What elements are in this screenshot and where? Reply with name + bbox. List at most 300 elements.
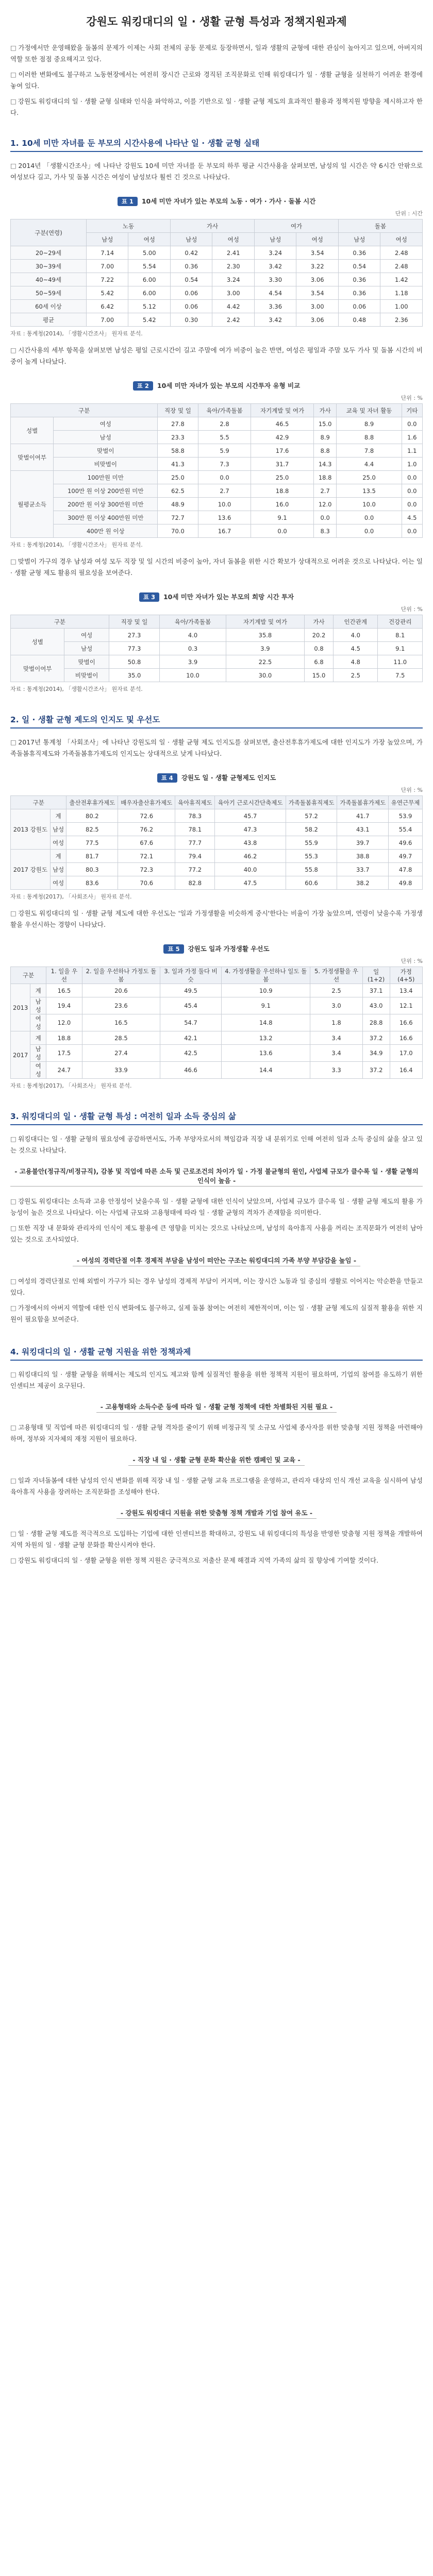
table-title: 표 1 10세 미만 자녀가 있는 부모의 노동 · 여가 · 가사 · 돌봄 시간 — [10, 196, 423, 206]
table-cell: 16.5 — [82, 1014, 160, 1031]
section-heading: 4. 워킹대디의 일 · 생활 균형 지원을 위한 정책과제 — [10, 1346, 423, 1361]
table-cell: 33.9 — [82, 1062, 160, 1079]
table-cell: 2.7 — [313, 484, 337, 498]
table-row — [11, 457, 423, 471]
table-cell: 17.0 — [390, 1045, 422, 1062]
table-title: 표 5 강원도 일과 가정생활 우선도 — [10, 944, 423, 954]
table-2 — [10, 381, 423, 549]
table-header: 여가 — [254, 219, 338, 233]
table-cell: 28.5 — [82, 1031, 160, 1045]
table-cell: 8.1 — [378, 629, 423, 642]
table-row — [11, 511, 423, 524]
row-label: 여성 — [54, 417, 158, 431]
intro — [10, 42, 423, 118]
table-cell: 70.0 — [158, 524, 198, 538]
table-row — [11, 246, 423, 260]
table-header: 2. 일을 우선하나 가정도 돌봄 — [82, 967, 160, 984]
table-cell: 77.5 — [66, 836, 118, 850]
table-header: 교육 및 자녀 활동 — [337, 404, 402, 417]
table-header: 가사 — [305, 615, 334, 629]
table-cell: 1.18 — [380, 286, 423, 300]
table-cell: 3.00 — [296, 300, 339, 313]
table-cell: 3.3 — [310, 1062, 362, 1079]
table-cell: 1.42 — [380, 273, 423, 286]
table-source: 자료 : 통계청(2014), 「생활시간조사」 원자료 분석. — [10, 541, 143, 548]
row-label: 100만원 미만 — [54, 471, 158, 484]
table-cell: 28.8 — [362, 1014, 390, 1031]
table-cell: 38.2 — [337, 876, 389, 890]
table-cell: 4.42 — [212, 300, 255, 313]
table-cell: 47.8 — [389, 863, 423, 876]
table-cell: 5.12 — [128, 300, 171, 313]
table-cell: 34.9 — [362, 1045, 390, 1062]
section-heading: 2. 일 · 생활 균형 제도의 인지도 및 우선도 — [10, 714, 423, 728]
table-cell: 25.0 — [251, 471, 313, 484]
table-cell: 1.8 — [310, 1014, 362, 1031]
table-cell: 7.00 — [86, 260, 128, 273]
table-cell: 3.0 — [310, 997, 362, 1014]
table-cell: 25.0 — [158, 471, 198, 484]
table-cell: 12.1 — [390, 997, 422, 1014]
table-header: 남성 — [170, 233, 212, 246]
section-heading: 3. 워킹대디의 일 · 생활 균형 특성 : 여전히 일과 소득 중심의 삶 — [10, 1110, 423, 1125]
table-cell: 78.1 — [175, 823, 215, 836]
table-source: 자료 : 통계청(2014), 「생활시간조사」 원자료 분석. — [10, 330, 143, 337]
table-cell: 7.22 — [86, 273, 128, 286]
table-header: 여성 — [212, 233, 255, 246]
table-cell: 0.0 — [402, 417, 422, 431]
table-cell: 2.41 — [212, 246, 255, 260]
table-cell: 9.1 — [378, 642, 423, 655]
table-cell: 16.6 — [390, 1014, 422, 1031]
table-cell: 18.8 — [251, 484, 313, 498]
table-cell: 0.0 — [402, 524, 422, 538]
table-cell: 2.5 — [310, 984, 362, 997]
table-cell: 5.42 — [86, 286, 128, 300]
table-cell: 0.0 — [337, 511, 402, 524]
table-cell: 47.5 — [215, 876, 286, 890]
table-cell: 3.4 — [310, 1045, 362, 1062]
table-header: 배우자출산휴가제도 — [118, 796, 175, 809]
group-label: 성별 — [11, 629, 64, 655]
table-header: 구분 — [11, 404, 158, 417]
table-5 — [10, 944, 423, 1090]
table-cell: 27.4 — [82, 1045, 160, 1062]
table-cell: 48.9 — [158, 498, 198, 511]
section-paragraph: □ 고용형태 및 직업에 따른 워킹대디의 일 · 생활 균형 격차를 줄이기 위해 비정규직 및 소규모 사업체 종사자를 위한 맞춤형 지원 정책을 마련해야 하며, 정부와 지자체의 재정 지원이 필요하다. — [10, 1423, 423, 1443]
table-header: 가사 — [313, 404, 337, 417]
table-cell: 3.9 — [226, 642, 304, 655]
table-cell: 41.3 — [158, 457, 198, 471]
table-cell: 43.8 — [215, 836, 286, 850]
section-heading: 1. 10세 미만 자녀를 둔 부모의 시간사용에 나타난 일 · 생활 균형 실태 — [10, 137, 423, 152]
table-cell: 3.24 — [212, 273, 255, 286]
row-label: 여성 — [50, 836, 66, 850]
table-cell: 80.2 — [66, 809, 118, 823]
table-unit: 단위 : % — [401, 787, 423, 793]
table-header: 자기계발 및 여가 — [251, 404, 313, 417]
table-cell: 0.06 — [338, 300, 380, 313]
section-paragraph: □ 맞벌이 가구의 경우 남성과 여성 모두 직장 및 일 시간의 비중이 높아, 자녀 돌봄을 위한 시간 확보가 상대적으로 어려운 것으로 나타났다. 이는 일 · 생활 균형 제도 활용의 필요성을 보여준다. — [10, 557, 423, 577]
row-label: 계 — [30, 984, 46, 997]
section-paragraph: □ 강원도 워킹대디의 일 · 생활 균형 제도에 대한 우선도는 '일과 가정생활을 비슷하게 중시'한다는 비율이 가장 높았으며, 연령이 낮을수록 가정생활을 우선시하는 경향이 나타났다. — [10, 909, 423, 928]
row-label: 여성 — [30, 1062, 46, 1079]
table-cell: 49.5 — [160, 984, 221, 997]
table-row — [11, 498, 423, 511]
table-row — [11, 642, 423, 655]
row-label: 40~49세 — [11, 273, 87, 286]
row-label: 300만 원 이상 400만원 미만 — [54, 511, 158, 524]
row-label: 남성 — [30, 997, 46, 1014]
table-cell: 3.4 — [310, 1031, 362, 1045]
table-cell: 0.30 — [170, 313, 212, 327]
table-cell: 3.54 — [296, 286, 339, 300]
table-cell: 13.6 — [198, 511, 251, 524]
table-row — [11, 1045, 423, 1062]
table-cell: 4.5 — [334, 642, 378, 655]
row-label: 계 — [50, 850, 66, 863]
table-3 — [10, 592, 423, 693]
table-cell: 46.2 — [215, 850, 286, 863]
table-cell: 55.4 — [389, 823, 423, 836]
table-cell: 67.6 — [118, 836, 175, 850]
table-cell: 53.9 — [389, 809, 423, 823]
table-row — [11, 471, 423, 484]
table-cell: 16.5 — [46, 984, 82, 997]
table-header: 남성 — [254, 233, 296, 246]
table-1 — [10, 196, 423, 337]
table-cell: 10.0 — [198, 498, 251, 511]
table-cell: 57.2 — [286, 809, 337, 823]
row-label: 여성 — [64, 629, 109, 642]
row-label: 60세 이상 — [11, 300, 87, 313]
section-paragraph: □ 가정에서의 아버지 역할에 대한 인식 변화에도 불구하고, 실제 돌봄 참여는 여전히 제한적이며, 이는 일 · 생활 균형 제도의 실질적 활용을 위한 지원이 필요함을 보여준다. — [10, 1304, 423, 1323]
table-cell: 72.6 — [118, 809, 175, 823]
table-cell: 5.00 — [128, 246, 171, 260]
table-cell: 49.8 — [389, 876, 423, 890]
table-cell: 46.6 — [160, 1062, 221, 1079]
document — [10, 0, 423, 1590]
table-cell: 38.8 — [337, 850, 389, 863]
table-header: 구분 — [11, 796, 66, 809]
table-header: 건강관리 — [378, 615, 423, 629]
table-cell: 0.36 — [338, 273, 380, 286]
row-label: 비맞벌이 — [54, 457, 158, 471]
table-cell: 1.0 — [402, 457, 422, 471]
table-row — [11, 417, 423, 431]
group-label: 2017 — [11, 1031, 30, 1079]
table-row — [11, 629, 423, 642]
table-cell: 13.2 — [222, 1031, 310, 1045]
intro-paragraph: □ 강원도 워킹대디의 일 · 생활 균형 실태와 인식을 파악하고, 이를 기반으로 일 · 생활 균형 제도의 효과적인 활용과 정책지원 방향을 제시하고자 한다. — [10, 97, 423, 116]
table-cell: 0.36 — [170, 260, 212, 273]
document-title: 강원도 워킹대디의 일 · 생활 균형 특성과 정책지원과제 — [86, 15, 347, 28]
table-cell: 3.9 — [160, 655, 226, 669]
table-cell: 2.8 — [198, 417, 251, 431]
row-label: 계 — [30, 1031, 46, 1045]
group-label: 2013 강원도 — [11, 809, 51, 850]
table-cell: 5.9 — [198, 444, 251, 457]
table-cell: 55.8 — [286, 863, 337, 876]
table-cell: 42.9 — [251, 431, 313, 444]
table-cell: 3.22 — [296, 260, 339, 273]
table-source: 자료 : 통계청(2017), 「사회조사」 원자료 분석. — [10, 893, 132, 900]
table-cell: 43.1 — [337, 823, 389, 836]
table-cell: 0.42 — [170, 246, 212, 260]
table-cell: 4.54 — [254, 286, 296, 300]
table-title: 표 2 10세 미만 자녀가 있는 부모의 시간투자 유형 비교 — [10, 381, 423, 391]
table-cell: 3.42 — [254, 313, 296, 327]
section-paragraph: □ 시간사용의 세부 항목을 살펴보면 남성은 평일 근로시간이 길고 주말에 여가 비중이 높은 반면, 여성은 평일과 주말 모두 가사 및 돌봄 시간의 비중이 높게 나타났다. — [10, 346, 423, 365]
highlight-quote: - 여성의 경력단절 이후 경제적 부담을 남성이 떠안는 구조는 워킹대디의 가족 부양 부담감을 높임 - — [10, 1256, 423, 1266]
table-cell: 3.24 — [254, 246, 296, 260]
table-cell: 24.7 — [46, 1062, 82, 1079]
table-cell: 79.4 — [175, 850, 215, 863]
section-paragraph: □ 일 · 생활 균형 제도를 적극적으로 도입하는 기업에 대한 인센티브를 확대하고, 강원도 내 워킹대디의 특성을 반영한 맞춤형 지원 정책을 개발하여 지역 차원의 일 · 생활 균형 문화를 확산시켜야 한다. — [10, 1530, 423, 1549]
row-label: 30~39세 — [11, 260, 87, 273]
table-cell: 49.7 — [389, 850, 423, 863]
table-cell: 8.8 — [313, 444, 337, 457]
table-cell: 7.8 — [337, 444, 402, 457]
table-row — [11, 823, 423, 836]
table-cell: 16.6 — [390, 1031, 422, 1045]
highlight-quote: - 고용불안(정규직/비정규직), 감봉 및 직업에 따른 소득 및 근로조건의 차이가 일 · 가정 불균형의 원인, 사업체 규모가 클수록 일 · 생활 균형의 인식이 높음 - — [10, 1166, 423, 1187]
table-header: 1. 일을 우선 — [46, 967, 82, 984]
table-header: 남성 — [86, 233, 128, 246]
table-header: 가족돌봄휴직제도 — [286, 796, 337, 809]
table-cell: 49.6 — [389, 836, 423, 850]
table-row — [11, 1031, 423, 1045]
table-row — [11, 313, 423, 327]
table-cell: 15.0 — [313, 417, 337, 431]
section-paragraph: □ 강원도 워킹대디는 소득과 고용 안정성이 낮을수록 일 · 생활 균형에 대한 인식이 낮았으며, 사업체 규모가 클수록 일 · 생활 균형 제도의 활용 가능성이 높은 것으로 나타났다. 이는 사업체 규모와 고용형태에 따라 일 · 생활 균형의 격차가 존재함을 의미한다. — [10, 1197, 423, 1216]
table-cell: 9.1 — [251, 511, 313, 524]
row-label: 맞벌이 — [54, 444, 158, 457]
table-header: 돌봄 — [338, 219, 422, 233]
table-header: 5. 가정생활을 우선 — [310, 967, 362, 984]
table-unit: 단위 : 시간 — [395, 210, 423, 217]
table-cell: 55.3 — [286, 850, 337, 863]
section-paragraph: □ 여성의 경력단절로 인해 외벌이 가구가 되는 경우 남성의 경제적 부담이 커지며, 이는 장시간 노동과 일 중심의 생활로 이어지는 악순환을 만들고 있다. — [10, 1277, 423, 1296]
table-cell: 4.8 — [334, 655, 378, 669]
table-cell: 14.3 — [313, 457, 337, 471]
table-cell: 13.4 — [390, 984, 422, 997]
table-cell: 0.48 — [338, 313, 380, 327]
table-cell: 45.7 — [215, 809, 286, 823]
table-cell: 1.1 — [402, 444, 422, 457]
table-cell: 16.7 — [198, 524, 251, 538]
table-cell: 10.0 — [160, 669, 226, 682]
table-cell: 0.0 — [198, 471, 251, 484]
row-label: 여성 — [50, 876, 66, 890]
row-label: 200만 원 이상 300만원 미만 — [54, 498, 158, 511]
table-header: 육아/가족돌봄 — [160, 615, 226, 629]
table-cell: 77.3 — [109, 642, 159, 655]
section-paragraph: □ 2014년 「생활시간조사」에 나타난 강원도 10세 미만 자녀를 둔 부모의 하루 평균 시간사용을 살펴보면, 남성의 일 시간은 약 6시간 안팎으로 여성보다 길고, 가사 및 돌봄 시간은 여성이 남성보다 훨씬 긴 것으로 나타났다. — [10, 162, 423, 181]
table-cell: 8.9 — [337, 417, 402, 431]
table-cell: 0.0 — [313, 511, 337, 524]
table-cell: 2.36 — [380, 313, 423, 327]
table-cell: 0.06 — [170, 286, 212, 300]
row-label: 여성 — [30, 1014, 46, 1031]
table-header: 육아기 근로시간단축제도 — [215, 796, 286, 809]
table-cell: 78.3 — [175, 809, 215, 823]
table-cell: 72.3 — [118, 863, 175, 876]
table-cell: 60.6 — [286, 876, 337, 890]
table-cell: 83.6 — [66, 876, 118, 890]
table-cell: 11.0 — [378, 655, 423, 669]
table-cell: 0.3 — [160, 642, 226, 655]
table-cell: 13.5 — [337, 484, 402, 498]
table-cell: 4.0 — [334, 629, 378, 642]
table-cell: 4.4 — [337, 457, 402, 471]
table-cell: 4.0 — [160, 629, 226, 642]
table-header: 구분(연령) — [11, 219, 87, 246]
table-cell: 25.0 — [337, 471, 402, 484]
table-cell: 10.9 — [222, 984, 310, 997]
table-cell: 15.0 — [305, 669, 334, 682]
table-cell: 22.5 — [226, 655, 304, 669]
table-cell: 42.1 — [160, 1031, 221, 1045]
table-cell: 5.42 — [128, 313, 171, 327]
table-cell: 72.1 — [118, 850, 175, 863]
table-cell: 6.42 — [86, 300, 128, 313]
table-cell: 4.5 — [402, 511, 422, 524]
row-label: 남성 — [54, 431, 158, 444]
row-label: 평균 — [11, 313, 87, 327]
table-row — [11, 997, 423, 1014]
table-cell: 3.54 — [296, 246, 339, 260]
table-unit: 단위 : % — [401, 606, 423, 613]
table-cell: 47.3 — [215, 823, 286, 836]
table-cell: 7.5 — [378, 669, 423, 682]
table-header: 구분 — [11, 615, 109, 629]
section-paragraph: □ 워킹대디는 일 · 생활 균형의 필요성에 공감하면서도, 가족 부양자로서의 책임감과 직장 내 분위기로 인해 여전히 일과 소득 중심의 삶을 살고 있는 것으로 나타났다. — [10, 1135, 423, 1154]
group-label: 2013 — [11, 984, 30, 1031]
table-cell: 70.6 — [118, 876, 175, 890]
table-row — [11, 655, 423, 669]
row-label: 남성 — [64, 642, 109, 655]
table-cell: 0.0 — [402, 484, 422, 498]
table-cell: 35.0 — [109, 669, 159, 682]
table-cell: 0.0 — [251, 524, 313, 538]
table-cell: 76.2 — [118, 823, 175, 836]
table-cell: 58.8 — [158, 444, 198, 457]
table-unit: 단위 : % — [401, 958, 423, 964]
table-cell: 58.2 — [286, 823, 337, 836]
table-header: 출산전후휴가제도 — [66, 796, 118, 809]
table-cell: 18.8 — [46, 1031, 82, 1045]
table-row — [11, 260, 423, 273]
table-cell: 0.0 — [402, 471, 422, 484]
table-header: 직장 및 일 — [109, 615, 159, 629]
table-header: 남성 — [338, 233, 380, 246]
group-label: 2017 강원도 — [11, 850, 51, 890]
table-header: 육아/가족돌봄 — [198, 404, 251, 417]
table-cell: 0.0 — [402, 498, 422, 511]
table-header: 자기계발 및 여가 — [226, 615, 304, 629]
table-cell: 3.36 — [254, 300, 296, 313]
table-cell: 14.4 — [222, 1062, 310, 1079]
highlight-quote: - 강원도 워킹대디 지원을 위한 맞춤형 정책 개발과 기업 참여 유도 - — [10, 1508, 423, 1519]
table-cell: 35.8 — [226, 629, 304, 642]
table-cell: 3.30 — [254, 273, 296, 286]
table-row — [11, 876, 423, 890]
row-label: 비맞벌이 — [64, 669, 109, 682]
table-header: 여성 — [296, 233, 339, 246]
table-cell: 0.0 — [337, 524, 402, 538]
table-cell: 43.0 — [362, 997, 390, 1014]
table-row — [11, 1014, 423, 1031]
group-label: 맞벌이여부 — [11, 444, 54, 471]
table-title: 표 3 10세 미만 자녀가 있는 부모의 희망 시간 투자 — [10, 592, 423, 602]
table-cell: 0.54 — [170, 273, 212, 286]
table-cell: 33.7 — [337, 863, 389, 876]
table-cell: 2.42 — [212, 313, 255, 327]
table-cell: 19.4 — [46, 997, 82, 1014]
table-cell: 72.7 — [158, 511, 198, 524]
group-label: 월평균소득 — [11, 471, 54, 538]
table-cell: 30.0 — [226, 669, 304, 682]
row-label: 남성 — [50, 823, 66, 836]
table-cell: 3.06 — [296, 313, 339, 327]
table-row — [11, 836, 423, 850]
table-cell: 37.2 — [362, 1031, 390, 1045]
section-paragraph: □ 또한 직장 내 문화와 관리자의 인식이 제도 활용에 큰 영향을 미치는 것으로 나타났으며, 남성의 육아휴직 사용을 꺼리는 조직문화가 여전히 남아있는 것으로 조사되었다. — [10, 1224, 423, 1243]
table-cell: 2.5 — [334, 669, 378, 682]
table-cell: 7.3 — [198, 457, 251, 471]
table-cell: 10.0 — [337, 498, 402, 511]
row-label: 400만 원 이상 — [54, 524, 158, 538]
table-header: 인간관계 — [334, 615, 378, 629]
table-cell: 12.0 — [313, 498, 337, 511]
table-cell: 82.8 — [175, 876, 215, 890]
section-paragraph: □ 일과 자녀돌봄에 대한 남성의 인식 변화를 위해 직장 내 일 · 생활 균형 교육 프로그램을 운영하고, 관리자 대상의 인식 개선 교육을 실시하여 남성 육아휴직 사용을 장려하는 조직문화를 조성해야 한다. — [10, 1477, 423, 1496]
table-header: 여성 — [380, 233, 423, 246]
table-cell: 8.9 — [313, 431, 337, 444]
table-row — [11, 809, 423, 823]
table-cell: 55.9 — [286, 836, 337, 850]
table-cell: 6.00 — [128, 273, 171, 286]
intro-paragraph: □ 가정에서만 운영해왔을 돌봄의 문제가 이제는 사회 전체의 공동 문제로 등장하면서, 일과 생활의 균형에 대한 관심이 높아지고 있으며, 아버지의 역할 또한 점점 중요해지고 있다. — [10, 44, 423, 63]
table-cell: 17.6 — [251, 444, 313, 457]
table-header: 기타 — [402, 404, 422, 417]
table-cell: 37.1 — [362, 984, 390, 997]
table-cell: 2.48 — [380, 260, 423, 273]
table-cell: 17.5 — [46, 1045, 82, 1062]
table-row — [11, 286, 423, 300]
row-label: 남성 — [50, 863, 66, 876]
table-cell: 0.36 — [338, 286, 380, 300]
table-cell: 18.8 — [313, 471, 337, 484]
table-cell: 14.8 — [222, 1014, 310, 1031]
table-cell: 16.4 — [390, 1062, 422, 1079]
row-label: 100만 원 이상 200만원 미만 — [54, 484, 158, 498]
row-label: 남성 — [30, 1045, 46, 1062]
table-cell: 7.14 — [86, 246, 128, 260]
table-header: 유연근무제 — [389, 796, 423, 809]
table-row — [11, 984, 423, 997]
table-cell: 2.7 — [198, 484, 251, 498]
table-header: 가사 — [170, 219, 254, 233]
table-cell: 82.5 — [66, 823, 118, 836]
table-cell: 27.8 — [158, 417, 198, 431]
table-header: 육아휴직제도 — [175, 796, 215, 809]
highlight-quote: - 고용형태와 소득수준 등에 따라 일 · 생활 균형 정책에 대한 차별화된 지원 필요 - — [10, 1402, 423, 1413]
table-header: 노동 — [86, 219, 170, 233]
table-row — [11, 444, 423, 457]
table-cell: 2.30 — [212, 260, 255, 273]
